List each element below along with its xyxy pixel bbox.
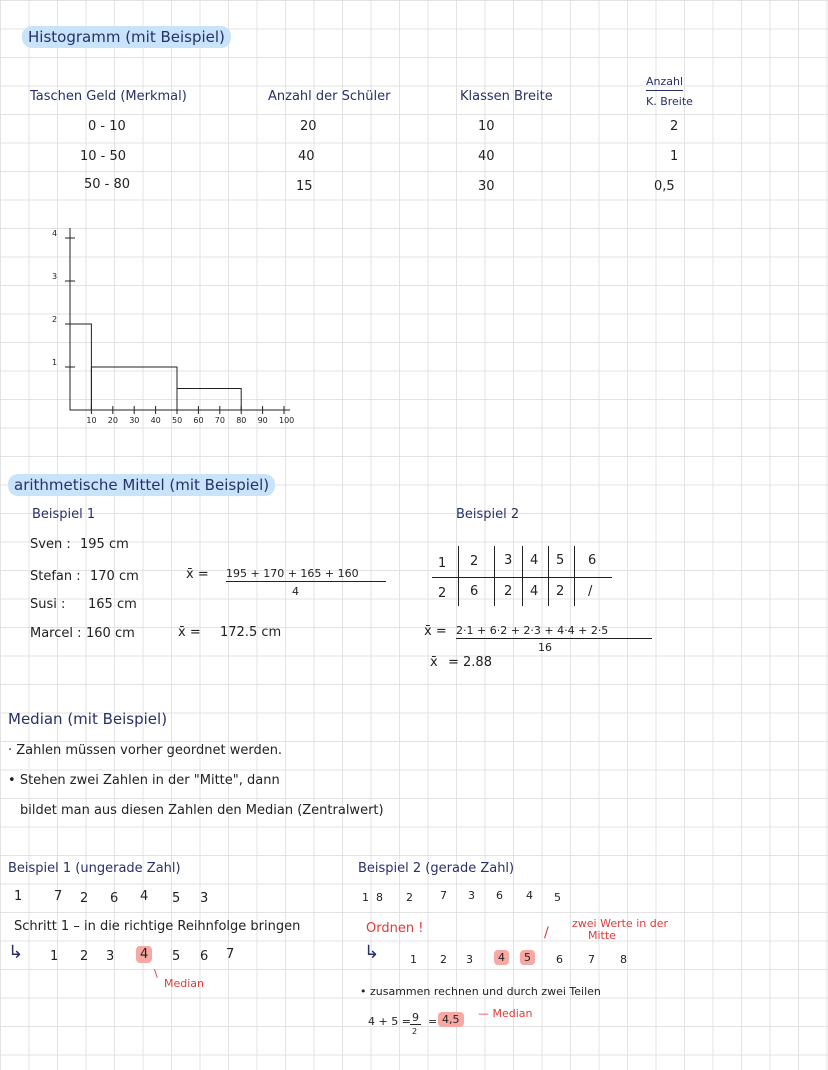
mean2-lhs: x̄ = — [424, 624, 447, 639]
mean2-denominator: 16 — [538, 641, 552, 654]
table-cell: 4 — [530, 584, 539, 599]
x-tick-label: 90 — [257, 416, 268, 425]
median-ex2-order: Ordnen ! — [366, 921, 424, 936]
value-marcel: 160 cm — [86, 626, 135, 641]
table-vline — [522, 546, 523, 606]
mean-title: arithmetische Mittel (mit Beispiel) — [8, 478, 275, 493]
y-tick-label: 1 — [52, 358, 58, 367]
sorted-number: 7 — [226, 947, 235, 962]
mean2-result: = 2.88 — [448, 655, 492, 670]
median-bullet-2-continued: bildet man aus diesen Zahlen den Median (Zentralwert) — [20, 803, 384, 818]
x-tick-label: 40 — [150, 416, 161, 425]
raw-number: 1 — [14, 889, 23, 904]
raw-number: 4 — [526, 889, 533, 902]
name-susi: Susi : — [30, 597, 66, 612]
raw-number: 6 — [110, 891, 119, 906]
arrow-icon: ↳ — [364, 942, 380, 963]
median-pointer-icon: \ — [154, 967, 158, 980]
table-cell: 2 — [470, 554, 479, 569]
histogram-bar — [91, 367, 177, 410]
row2-ratio: 1 — [670, 149, 679, 164]
y-tick-label: 2 — [52, 315, 58, 324]
sorted-number: 3 — [106, 949, 115, 964]
median-ex1-step: Schritt 1 – in die richtige Reihnfolge bringen — [14, 919, 301, 934]
frequency-table — [432, 550, 612, 606]
raw-number: 2 — [406, 891, 413, 904]
median-ex2-note-1: zwei Werte in der — [572, 917, 668, 930]
raw-number: 7 — [440, 889, 447, 902]
mean1-result: 172.5 cm — [220, 625, 282, 640]
row2-count: 40 — [298, 149, 315, 164]
mean2-result-lhs: x̄ — [430, 655, 438, 670]
row3-count: 15 — [296, 179, 313, 194]
median-note-2: — Median — [478, 1007, 533, 1020]
raw-number: 3 — [200, 891, 209, 906]
x-tick-label: 70 — [214, 416, 225, 425]
table-vline — [548, 546, 549, 606]
raw-number: 5 — [554, 891, 561, 904]
histogram-title: Histogramm (mit Beispiel) — [22, 30, 231, 45]
table-vline — [458, 546, 459, 606]
table-cell: 6 — [470, 584, 479, 599]
value-sven: 195 cm — [80, 537, 129, 552]
raw-number: 2 — [80, 891, 89, 906]
table-vline — [494, 546, 495, 606]
sorted-number: 8 — [620, 953, 627, 966]
median-bullet-2: • Stehen zwei Zahlen in der "Mitte", dann — [8, 773, 280, 788]
histogram-bar — [177, 389, 241, 411]
sorted-number: 2 — [80, 949, 89, 964]
header-taschengeld: Taschen Geld (Merkmal) — [30, 89, 187, 104]
header-k-breite: K. Breite — [646, 95, 693, 108]
value-susi: 165 cm — [88, 597, 137, 612]
row1-range: 0 - 10 — [88, 119, 126, 134]
raw-number: 5 — [172, 891, 181, 906]
calc-denominator: 2 — [412, 1027, 418, 1036]
note-pointer-icon: / — [544, 925, 549, 941]
x-tick-label: 50 — [172, 416, 183, 425]
row3-width: 30 — [478, 179, 495, 194]
median-ex2-instruction: • zusammen rechnen und durch zwei Teilen — [360, 985, 601, 998]
header-anzahl-schueler: Anzahl der Schüler — [268, 89, 391, 104]
sorted-number: 1 — [50, 949, 59, 964]
row1-width: 10 — [478, 119, 495, 134]
table-cell: 5 — [556, 553, 565, 568]
median-ex2-note-2: Mitte — [588, 929, 616, 942]
row2-width: 40 — [478, 149, 495, 164]
y-tick-label: 3 — [52, 272, 58, 281]
sorted-number: 6 — [556, 953, 563, 966]
table-cell: 2 — [556, 584, 565, 599]
raw-number: 7 — [54, 889, 63, 904]
raw-number: 8 — [376, 891, 383, 904]
calc-result: 4,5 — [438, 1014, 464, 1025]
mean2-numerator: 2·1 + 6·2 + 2·3 + 4·4 + 2·5 — [456, 625, 652, 639]
name-sven: Sven : — [30, 537, 71, 552]
raw-number: 4 — [140, 889, 149, 904]
x-tick-label: 80 — [236, 416, 247, 425]
sorted-number: 7 — [588, 953, 595, 966]
x-tick-label: 30 — [129, 416, 140, 425]
mean1-denominator: 4 — [292, 585, 299, 598]
row2-range: 10 - 50 — [80, 149, 127, 164]
mean1-numerator: 195 + 170 + 165 + 160 — [226, 568, 386, 582]
median-highlight: 5 — [520, 952, 535, 963]
calc-lhs: 4 + 5 = — [368, 1015, 411, 1028]
mean-ex2-label: Beispiel 2 — [456, 507, 520, 522]
table-cell: 1 — [438, 556, 447, 571]
sorted-number: 6 — [200, 949, 209, 964]
y-tick-label: 4 — [52, 229, 58, 238]
table-vline — [574, 546, 575, 606]
raw-number: 3 — [468, 889, 475, 902]
header-anzahl: Anzahl — [646, 76, 683, 91]
value-stefan: 170 cm — [90, 569, 139, 584]
median-ex2-label: Beispiel 2 (gerade Zahl) — [358, 861, 515, 876]
x-tick-label: 10 — [86, 416, 97, 425]
row3-ratio: 0,5 — [654, 179, 675, 194]
mean-ex1-label: Beispiel 1 — [32, 507, 96, 522]
table-cell: / — [588, 584, 593, 599]
sorted-number: 5 — [172, 949, 181, 964]
arrow-icon: ↳ — [8, 942, 24, 963]
table-cell: 2 — [504, 584, 513, 599]
mean1-result-lhs: x̄ = — [178, 625, 201, 640]
name-stefan: Stefan : — [30, 569, 81, 584]
mean1-lhs: x̄ = — [186, 567, 209, 582]
calc-numerator: 9 — [412, 1011, 419, 1024]
median-title: Median (mit Beispiel) — [8, 710, 168, 728]
median-highlight: 4 — [136, 948, 152, 961]
raw-number: 6 — [496, 889, 503, 902]
table-cell: 4 — [530, 553, 539, 568]
name-marcel: Marcel : — [30, 626, 82, 641]
sorted-number: 2 — [440, 953, 447, 966]
row1-ratio: 2 — [670, 119, 679, 134]
header-klassen-breite: Klassen Breite — [460, 89, 553, 104]
median-bullet-1: · Zahlen müssen vorher geordnet werden. — [8, 743, 283, 758]
raw-number: 1 — [362, 891, 369, 904]
x-tick-label: 60 — [193, 416, 204, 425]
table-cell: 2 — [438, 586, 447, 601]
median-note-1: Median — [164, 977, 205, 990]
sorted-number: 1 — [410, 953, 417, 966]
calc-equals: = — [428, 1015, 438, 1028]
sorted-number: 3 — [466, 953, 473, 966]
x-tick-label: 100 — [279, 416, 295, 425]
table-cell: 3 — [504, 553, 513, 568]
median-highlight: 4 — [494, 952, 509, 963]
row3-range: 50 - 80 — [84, 177, 131, 192]
x-tick-label: 20 — [107, 416, 118, 425]
table-cell: 6 — [588, 553, 597, 568]
median-ex1-label: Beispiel 1 (ungerade Zahl) — [8, 861, 181, 876]
row1-count: 20 — [300, 119, 317, 134]
